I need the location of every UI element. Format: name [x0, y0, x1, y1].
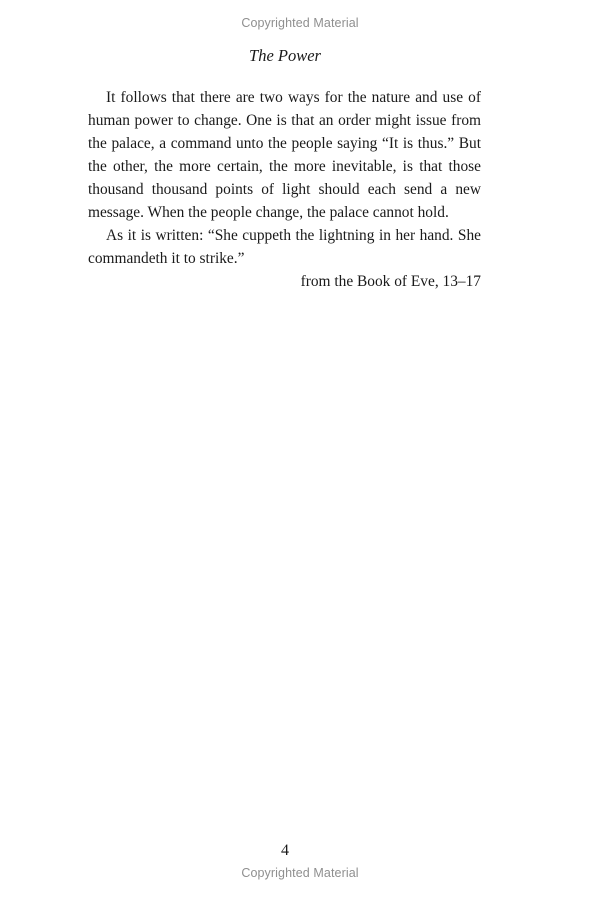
body-paragraph-1: It follows that there are two ways for the nature and use of human power to change. One is that an order might issue from the palace, a command unto the people saying “It is thus.” But the other, the more certain, the more inevitable, is that those thousand thousand points of light should each send a new message. When the people change, the palace cannot hold.: [88, 89, 481, 221]
quote-attribution: from the Book of Eve, 13–17: [300, 273, 481, 290]
running-head-title: The Power: [249, 46, 321, 65]
page-number: 4: [281, 842, 289, 859]
copyright-watermark-top: Copyrighted Material: [241, 16, 359, 30]
body-paragraph-2: As it is written: “She cuppeth the lightning in her hand. She commandeth it to strike.”: [88, 227, 481, 267]
copyright-watermark-bottom: Copyrighted Material: [241, 866, 359, 880]
page-body: [88, 86, 481, 293]
